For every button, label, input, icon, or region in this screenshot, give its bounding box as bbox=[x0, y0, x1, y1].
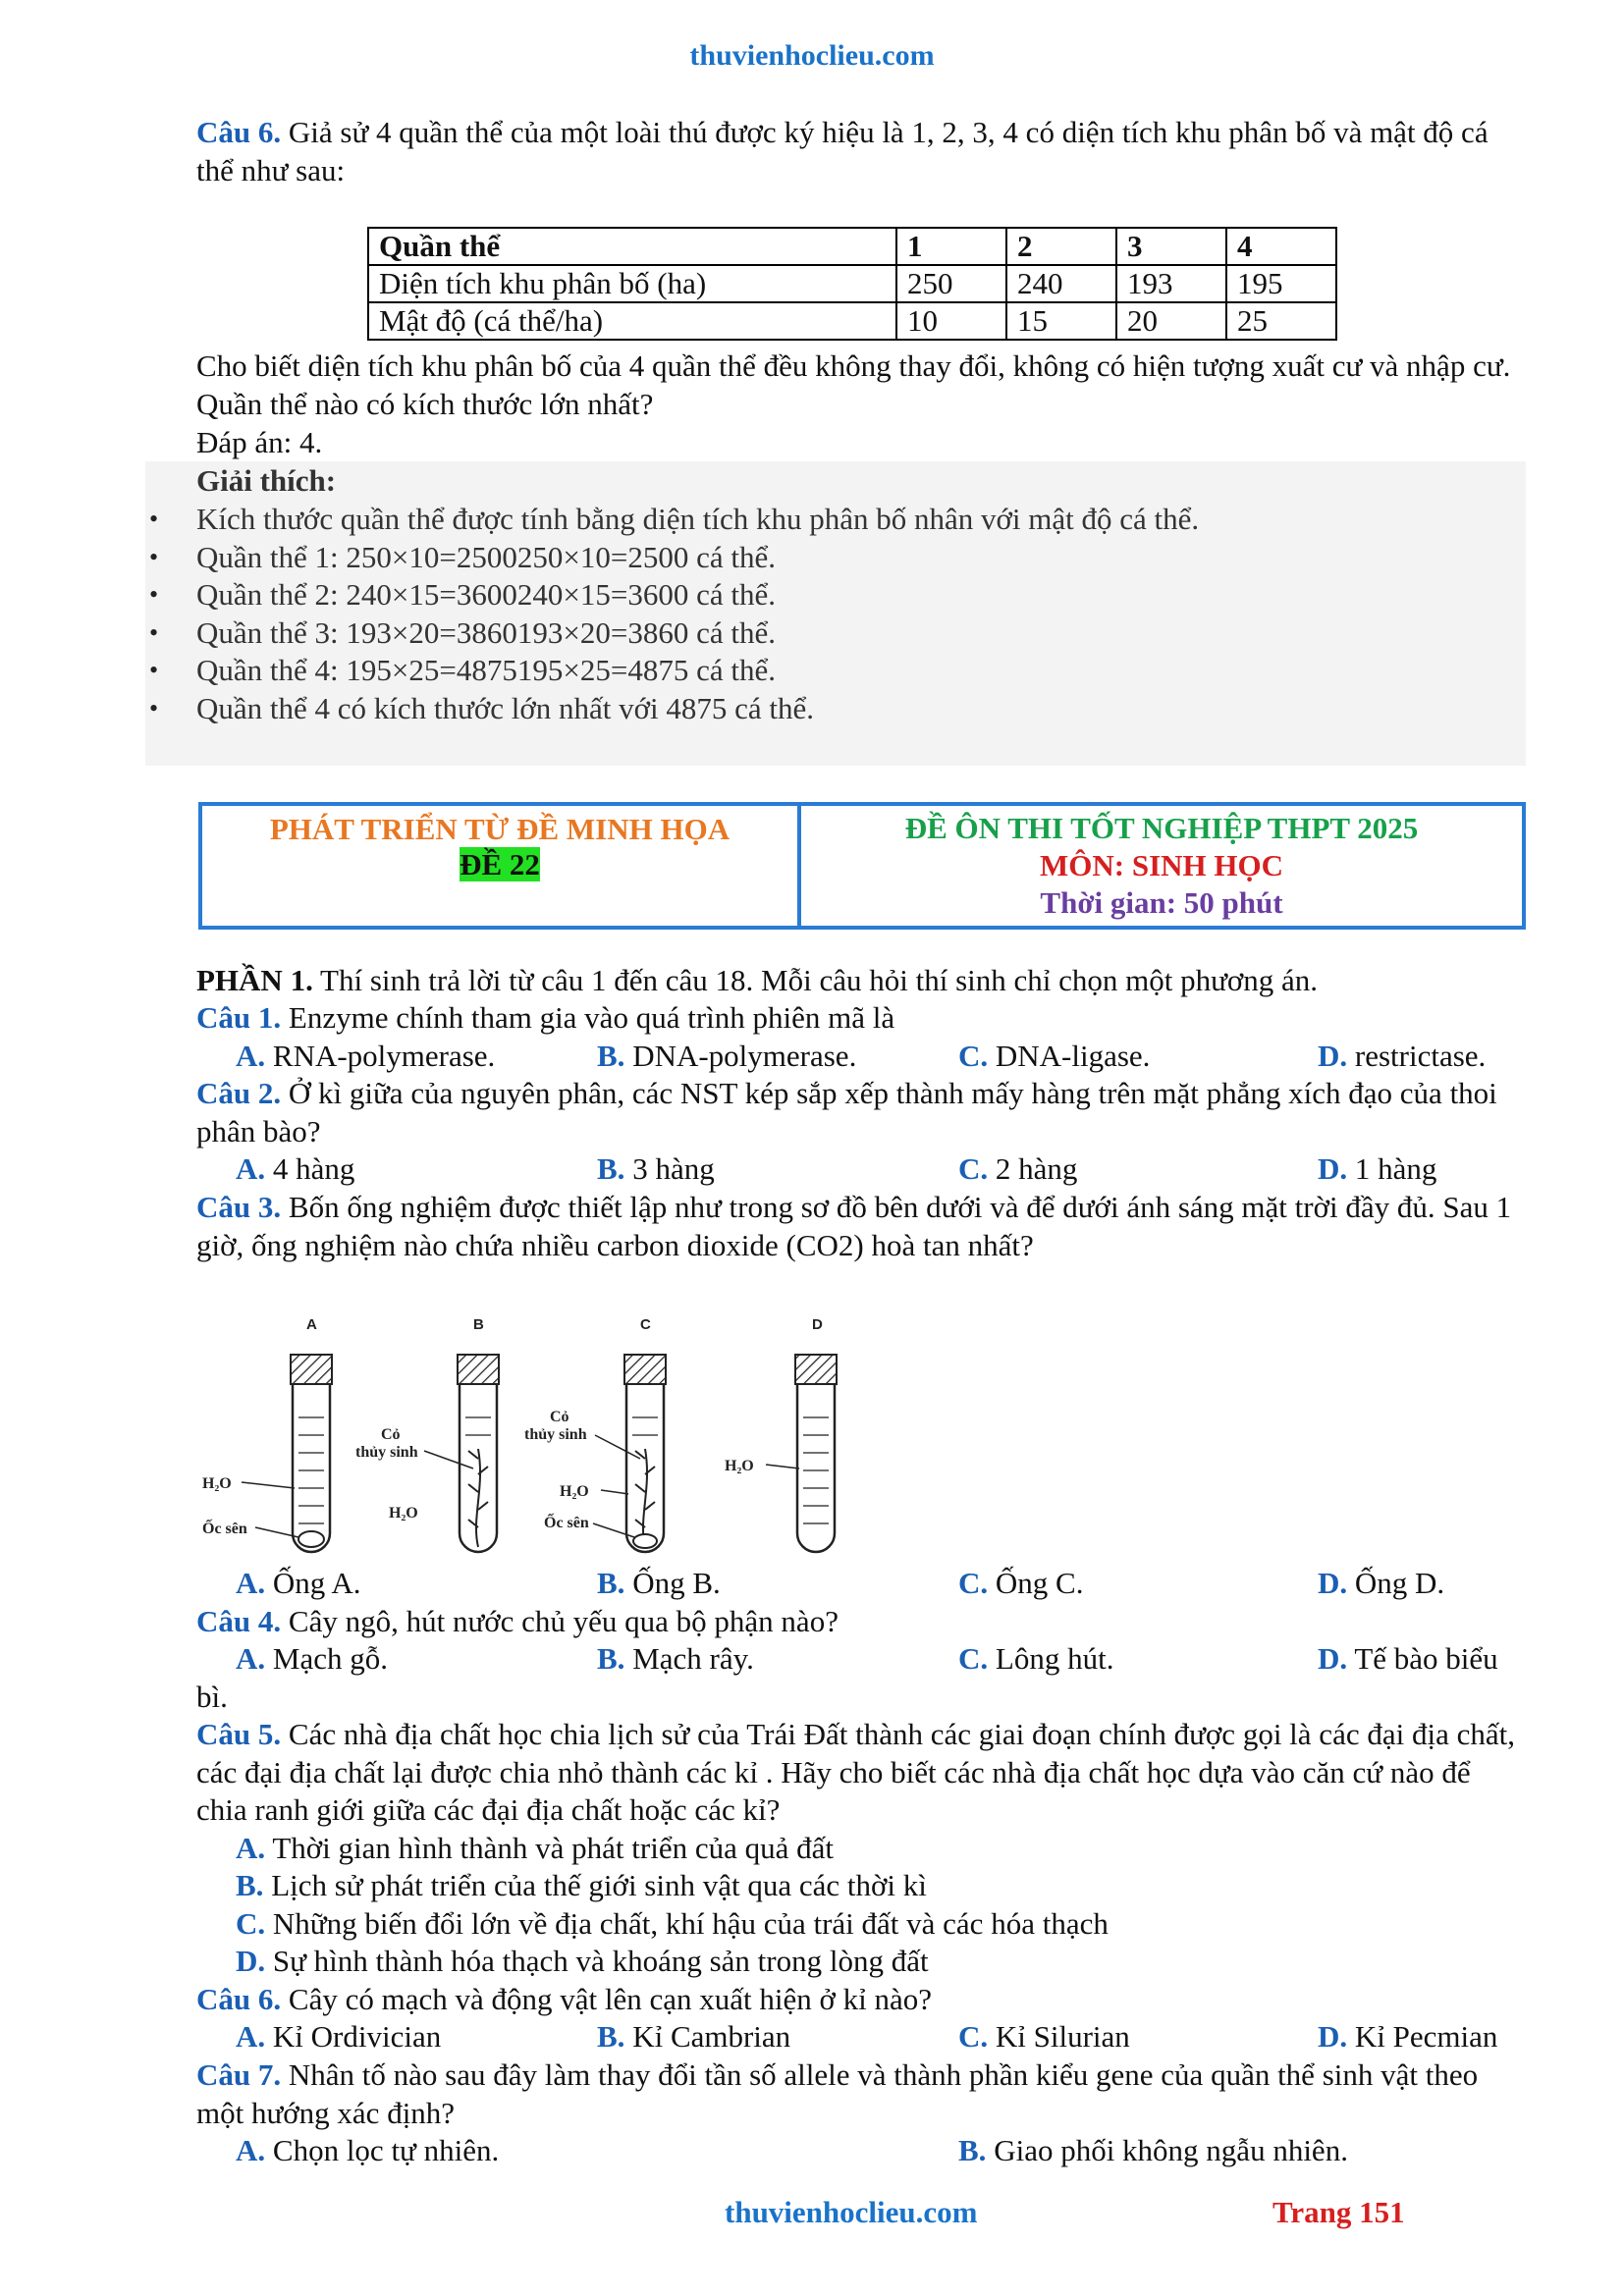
option-b[interactable]: B. 3 hàng bbox=[597, 1151, 715, 1186]
banner-title: ĐỀ ÔN THI TỐT NGHIỆP THPT 2025 bbox=[904, 811, 1419, 845]
stopper-icon bbox=[291, 1355, 332, 1384]
question-6 bbox=[196, 1981, 1522, 2019]
banner-subject: MÔN: SINH HỌC bbox=[1040, 848, 1283, 882]
table-row bbox=[368, 302, 1336, 340]
table-cell: 15 bbox=[1006, 302, 1116, 340]
tube-d bbox=[795, 1355, 837, 1552]
option-c[interactable]: C. 2 hàng bbox=[958, 1151, 1078, 1186]
question-text: Cây có mạch và động vật lên cạn xuất hiện ở kỉ nào? bbox=[288, 1982, 933, 2016]
option-c[interactable]: C. Những biến đổi lớn về địa chất, khí hậu của trái đất và các hóa thạch bbox=[236, 1906, 1109, 1941]
banner-source: PHÁT TRIỂN TỪ ĐỀ MINH HỌA bbox=[269, 812, 731, 846]
table-header-cell: Quần thể bbox=[368, 228, 896, 265]
option-b[interactable]: B. Kỉ Cambrian bbox=[597, 2019, 791, 2054]
question-4 bbox=[196, 1603, 1522, 1641]
water-label: H₂O bbox=[725, 1458, 754, 1474]
list-item: • Quần thể 4: 195×25=4875195×25=4875 cá thể. bbox=[145, 652, 1199, 690]
option-d[interactable]: D. Ống D. bbox=[1318, 1566, 1445, 1600]
aquatic-plant-icon bbox=[635, 1449, 655, 1547]
question-text: Enzyme chính tham gia vào quá trình phiên mã là bbox=[288, 1000, 895, 1035]
water-label: H₂O bbox=[389, 1505, 418, 1522]
test-tube-figure bbox=[196, 1302, 864, 1567]
plant-label: Cỏ bbox=[550, 1409, 569, 1425]
question-label: Câu 5. bbox=[196, 1717, 282, 1751]
snail-label: Ốc sên bbox=[544, 1515, 589, 1531]
banner-time: Thời gian: 50 phút bbox=[1040, 885, 1283, 920]
table-cell: 195 bbox=[1226, 265, 1336, 302]
explanation-title: Giải thích: bbox=[196, 463, 337, 498]
option-b[interactable]: B. DNA-polymerase. bbox=[597, 1039, 857, 1073]
option-c[interactable]: C. DNA-ligase. bbox=[958, 1039, 1151, 1073]
option-c[interactable]: C. Ống C. bbox=[958, 1566, 1084, 1600]
table-cell: 25 bbox=[1226, 302, 1336, 340]
option-c[interactable]: C. Kỉ Silurian bbox=[958, 2019, 1130, 2054]
question-label: Câu 6. bbox=[196, 1982, 282, 2016]
question-text: Giả sử 4 quần thể của một loài thú được ký hiệu là 1, 2, 3, 4 có diện tích khu phân bố và mật độ cá thể như sau: bbox=[196, 115, 1489, 187]
question-7 bbox=[196, 2056, 1522, 2132]
question-text: Cây ngô, hút nước chủ yếu qua bộ phận nào? bbox=[288, 1604, 839, 1638]
option-a[interactable]: A. Ống A. bbox=[236, 1566, 361, 1600]
table-header-cell: 3 bbox=[1116, 228, 1226, 265]
tube-label-a: A bbox=[306, 1316, 317, 1333]
tube-label-b: B bbox=[473, 1316, 484, 1333]
explanation-list bbox=[145, 501, 1199, 727]
option-d[interactable]: D. 1 hàng bbox=[1318, 1151, 1437, 1186]
q6-prev-stem bbox=[196, 114, 1522, 189]
option-d[interactable]: D. Tế bào biểu bbox=[1318, 1641, 1498, 1676]
snail-icon bbox=[633, 1534, 657, 1548]
table-cell: 10 bbox=[896, 302, 1006, 340]
banner-right bbox=[801, 806, 1522, 926]
question-label: Câu 4. bbox=[196, 1604, 282, 1638]
aquatic-plant-icon bbox=[468, 1449, 488, 1547]
option-d[interactable]: D. Kỉ Pecmian bbox=[1318, 2019, 1498, 2054]
table-cell: 240 bbox=[1006, 265, 1116, 302]
header-site[interactable]: thuvienhoclieu.com bbox=[689, 39, 935, 72]
list-item: • Quần thể 3: 193×20=3860193×20=3860 cá thể. bbox=[145, 614, 1199, 653]
snail-label: Ốc sên bbox=[202, 1521, 247, 1537]
option-b[interactable]: B. Giao phối không ngẫu nhiên. bbox=[958, 2133, 1348, 2167]
question-text: Nhân tố nào sau đây làm thay đổi tần số allele và thành phần kiểu gene của quần thể sinh vật theo một hướng xác định? bbox=[196, 2057, 1479, 2130]
part-text: Thí sinh trả lời từ câu 1 đến câu 18. Mỗi câu hỏi thí sinh chỉ chọn một phương án. bbox=[320, 963, 1319, 997]
snail-icon bbox=[298, 1531, 324, 1547]
plant-label-2: thủy sinh bbox=[355, 1444, 418, 1461]
stopper-icon bbox=[458, 1355, 499, 1384]
question-text: Các nhà địa chất học chia lịch sử của Trái Đất thành các giai đoạn chính được gọi là các đại địa chất, các đại địa chất lại được chia nhỏ thành các kỉ . Hãy cho biết các nhà địa chất học dựa vào căn cứ nào để chia ranh giới giữa các đại địa chất hoặc các kỉ? bbox=[196, 1717, 1515, 1827]
question-text: Bốn ống nghiệm được thiết lập như trong sơ đồ bên dưới và để dưới ánh sáng mặt trời đầy đủ. Sau 1 giờ, ống nghiệm nào chứa nhiều carbon dioxide (CO2) hoà tan nhất? bbox=[196, 1190, 1512, 1262]
tube-a bbox=[291, 1355, 332, 1552]
population-table bbox=[367, 227, 1337, 341]
option-b[interactable]: B. Lịch sử phát triển của thế giới sinh vật qua các thời kì bbox=[236, 1868, 927, 1902]
footer-site[interactable]: thuvienhoclieu.com bbox=[725, 2195, 978, 2229]
tube-label-c: C bbox=[640, 1316, 651, 1333]
page-number: Trang 151 bbox=[1272, 2195, 1405, 2229]
part-label: PHẦN 1. bbox=[196, 963, 313, 997]
table-cell: 20 bbox=[1116, 302, 1226, 340]
stopper-icon bbox=[795, 1355, 837, 1384]
question-label: Câu 1. bbox=[196, 1000, 282, 1035]
option-d[interactable]: D. restrictase. bbox=[1318, 1039, 1487, 1073]
option-b[interactable]: B. Ống B. bbox=[597, 1566, 721, 1600]
question-label: Câu 3. bbox=[196, 1190, 282, 1224]
question-label: Câu 6. bbox=[196, 115, 282, 149]
table-cell: 250 bbox=[896, 265, 1006, 302]
part1-intro bbox=[196, 962, 1522, 1000]
option-a[interactable]: A. Thời gian hình thành và phát triển của quả đất bbox=[236, 1831, 834, 1865]
exam-number: ĐỀ 22 bbox=[460, 847, 540, 881]
list-item: • Kích thước quần thể được tính bằng diện tích khu phân bố nhân với mật độ cá thể. bbox=[145, 501, 1199, 539]
banner-left bbox=[202, 806, 801, 926]
table-header-cell: 4 bbox=[1226, 228, 1336, 265]
q6-prev-answer: Đáp án: 4. bbox=[196, 425, 323, 459]
plant-label-2: thủy sinh bbox=[524, 1426, 587, 1443]
table-header-cell: 2 bbox=[1006, 228, 1116, 265]
option-a[interactable]: A. Kỉ Ordivician bbox=[236, 2019, 442, 2054]
table-row bbox=[368, 265, 1336, 302]
question-2 bbox=[196, 1075, 1522, 1150]
stopper-icon bbox=[624, 1355, 666, 1384]
option-b[interactable]: B. Mạch rây. bbox=[597, 1641, 754, 1676]
question-5 bbox=[196, 1716, 1522, 1830]
water-label: H₂O bbox=[560, 1483, 589, 1500]
question-1 bbox=[196, 999, 1522, 1038]
list-item: • Quần thể 4 có kích thước lớn nhất với 4875 cá thể. bbox=[145, 690, 1199, 728]
option-d[interactable]: D. Sự hình thành hóa thạch và khoáng sản trong lòng đất bbox=[236, 1944, 929, 1978]
question-3 bbox=[196, 1189, 1522, 1264]
question-text: Ở kì giữa của nguyên phân, các NST kép sắp xếp thành mấy hàng trên mặt phẳng xích đạo của thoi phân bào? bbox=[196, 1076, 1497, 1148]
table-cell: Diện tích khu phân bố (ha) bbox=[368, 265, 896, 302]
option-a[interactable]: A. Chọn lọc tự nhiên. bbox=[236, 2133, 500, 2167]
list-item: • Quần thể 1: 250×10=2500250×10=2500 cá thể. bbox=[145, 539, 1199, 577]
option-a[interactable]: A. 4 hàng bbox=[236, 1151, 355, 1186]
plant-label: Cỏ bbox=[381, 1426, 401, 1443]
tube-label-d: D bbox=[812, 1316, 823, 1333]
explanation-box bbox=[145, 461, 1526, 766]
question-label: Câu 2. bbox=[196, 1076, 282, 1110]
option-d-continued: bì. bbox=[196, 1680, 228, 1714]
tube-b bbox=[458, 1355, 499, 1552]
option-c[interactable]: C. Lông hút. bbox=[958, 1641, 1114, 1676]
option-a[interactable]: A. Mạch gỗ. bbox=[236, 1641, 388, 1676]
question-label: Câu 7. bbox=[196, 2057, 282, 2092]
table-cell: Mật độ (cá thể/ha) bbox=[368, 302, 896, 340]
option-a[interactable]: A. RNA-polymerase. bbox=[236, 1039, 496, 1073]
table-header-row bbox=[368, 228, 1336, 265]
q6-prev-after: Cho biết diện tích khu phân bố của 4 quần thể đều không thay đổi, không có hiện tượng xuất cư và nhập cư. Quần thể nào có kích thước lớn nhất? bbox=[196, 348, 1511, 421]
table-header-cell: 1 bbox=[896, 228, 1006, 265]
list-item: • Quần thể 2: 240×15=3600240×15=3600 cá thể. bbox=[145, 576, 1199, 614]
water-label: H₂O bbox=[202, 1475, 232, 1492]
exam-banner bbox=[198, 802, 1526, 930]
table-cell: 193 bbox=[1116, 265, 1226, 302]
